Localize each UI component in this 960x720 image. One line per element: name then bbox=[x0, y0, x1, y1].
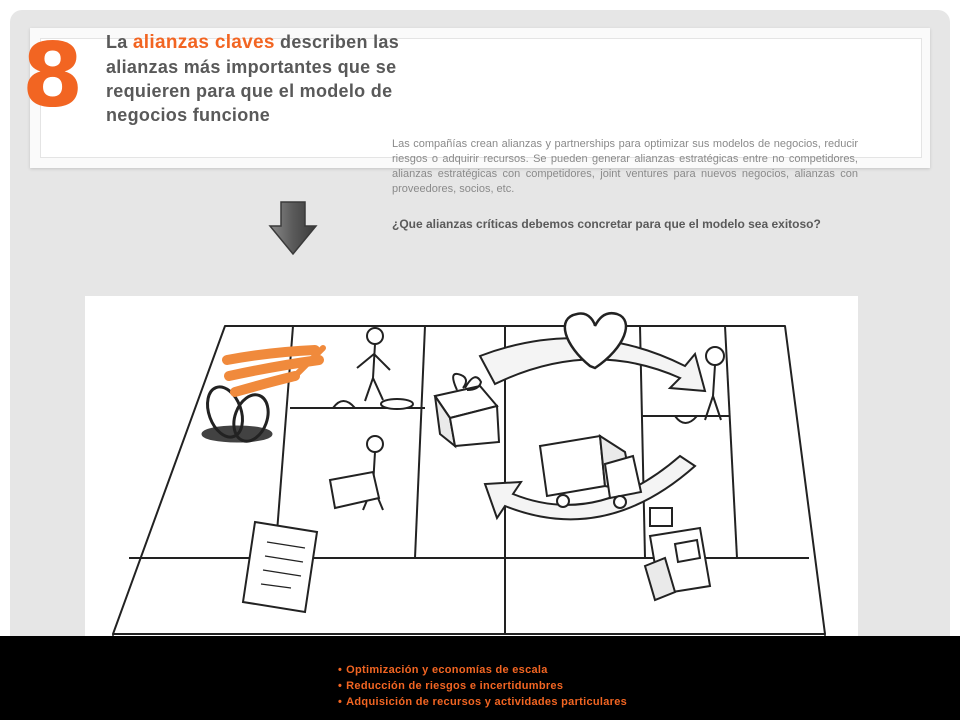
canvas-board-outline bbox=[113, 326, 825, 634]
benefit-item: • Adquisición de recursos y actividades particulares bbox=[338, 696, 628, 708]
benefits-list bbox=[338, 662, 627, 710]
canvas-column-5 bbox=[725, 326, 737, 558]
worker-lifting-figure bbox=[330, 436, 383, 510]
headline bbox=[106, 30, 466, 127]
document-icon bbox=[243, 522, 317, 612]
headline-post: describen las alianzas más importantes que se requieren para que el modelo de negocios funcione bbox=[106, 32, 400, 125]
business-model-canvas-sketch bbox=[85, 296, 858, 659]
canvas-nub bbox=[675, 416, 697, 423]
description-text: Las compañías crean alianzas y partnerships para optimizar sus modelos de negocios, reducir riesgos o adquirir recursos. Se pueden generar alianzas estratégicas entre no competidores, alianzas estratégicas con competidores, joint ventures para nuevos negocios, alianzas con proveedores, socios, etc. bbox=[392, 138, 858, 195]
worker-digging-figure bbox=[357, 328, 413, 409]
gift-box-icon bbox=[435, 374, 499, 446]
benefit-item: • Optimización y economías de escala bbox=[338, 664, 548, 676]
slide-number: 8 bbox=[22, 24, 84, 127]
customer-figure bbox=[705, 347, 724, 420]
benefit-item: • Reducción de riesgos e incertidumbres bbox=[338, 680, 564, 692]
headline-pre: La bbox=[106, 32, 133, 52]
cash-register-icon bbox=[645, 508, 710, 600]
canvas-column-2 bbox=[415, 326, 425, 558]
canvas-nub bbox=[333, 401, 355, 408]
canvas-illustration bbox=[85, 296, 858, 659]
down-arrow-icon bbox=[268, 200, 318, 256]
question-text: ¿Que alianzas críticas debemos concretar para que el modelo sea exitoso? bbox=[392, 217, 821, 231]
headline-highlight: alianzas claves bbox=[132, 32, 275, 53]
orange-highlight-mark bbox=[227, 348, 323, 392]
